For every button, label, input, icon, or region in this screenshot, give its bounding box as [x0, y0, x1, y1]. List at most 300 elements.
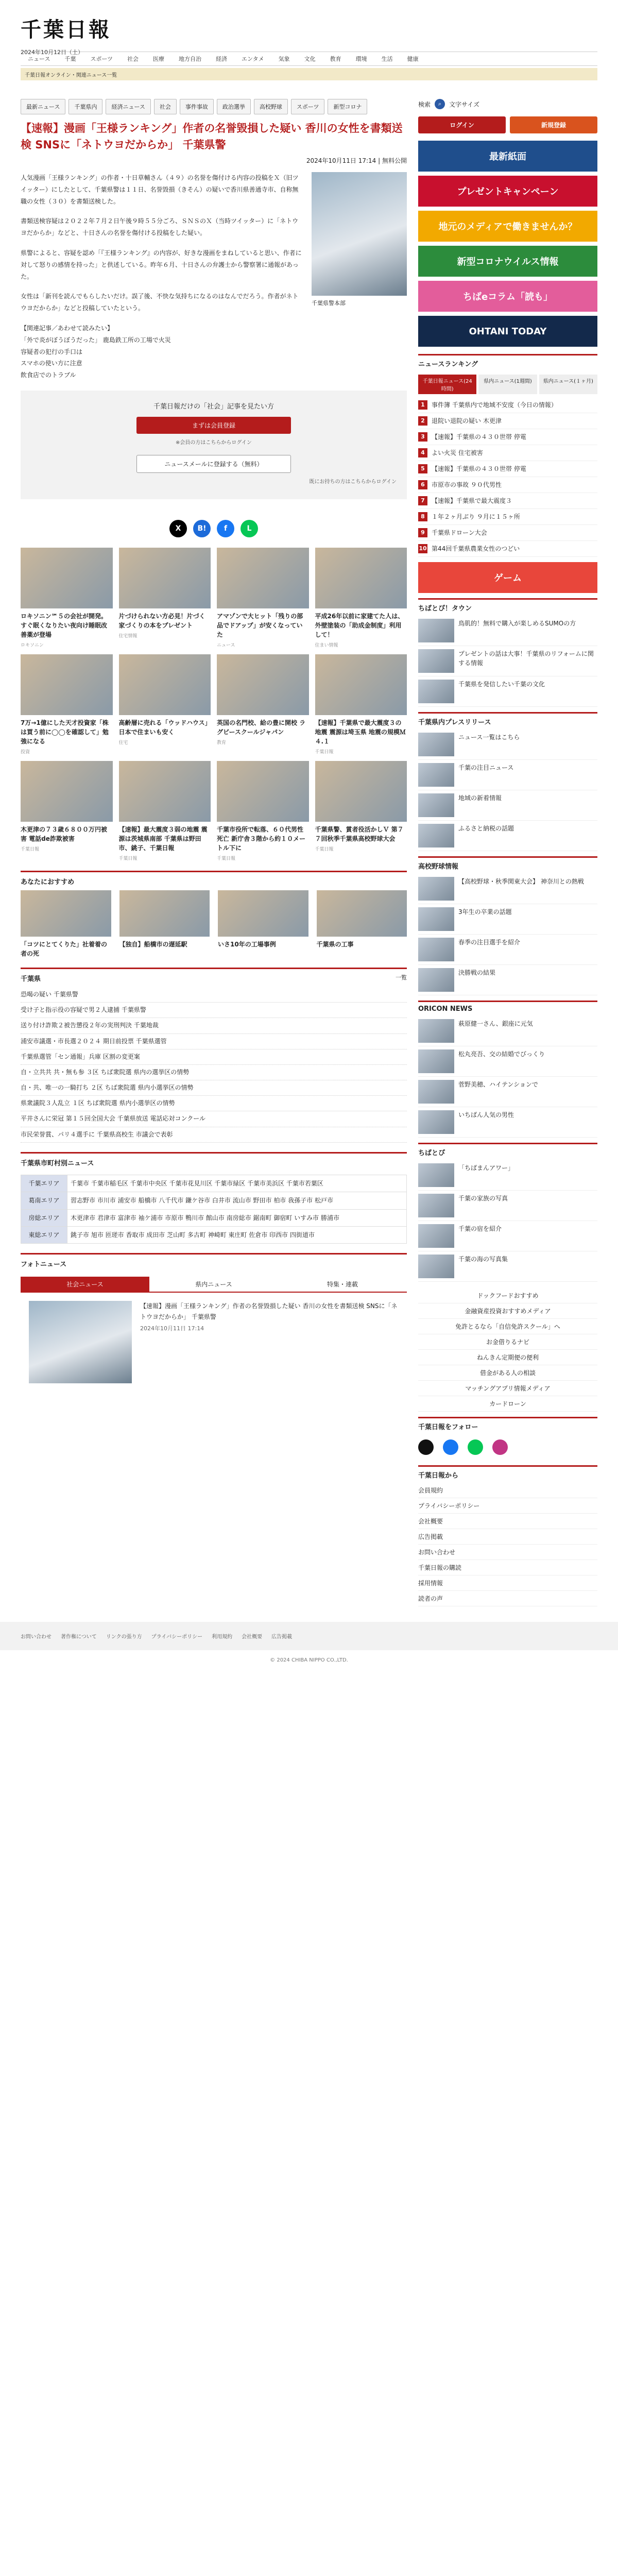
share-buttons — [21, 520, 407, 537]
card-grid — [21, 548, 407, 861]
from-link[interactable]: プライバシーポリシー — [418, 1498, 597, 1514]
recommend-title[interactable]: 【独自】船橋市の遅延駅 — [119, 940, 187, 948]
side-link[interactable]: 借金がある人の相談 — [418, 1365, 597, 1381]
ranking-tabs — [418, 375, 597, 394]
chiba-heading-text: 千葉県 — [21, 975, 41, 983]
press-heading: 千葉県内プレスリリース — [418, 712, 597, 730]
card-source: 住まい情報 — [315, 642, 338, 648]
auth-buttons — [418, 116, 597, 133]
ranking-text[interactable]: 事件簿 千葉県内で地域不安度（今日の情報） — [432, 401, 557, 409]
header-date: 2024年10月12日（土） — [21, 49, 83, 56]
side-item[interactable] — [418, 874, 597, 904]
ranking-number: 6 — [418, 480, 427, 489]
side-item[interactable] — [418, 1221, 597, 1251]
side-item-text[interactable]: 千葉の海の写真集 — [458, 1256, 508, 1263]
article-card[interactable] — [119, 654, 211, 755]
side-item-text[interactable]: 【高校野球・秋季関東大会】 神奈川との熱戦 — [458, 878, 584, 885]
side-item[interactable] — [418, 1107, 597, 1138]
side-thumb[interactable] — [418, 1224, 454, 1248]
side-thumb[interactable] — [418, 938, 454, 961]
recommend-card[interactable] — [21, 890, 111, 958]
side-link[interactable]: お金借りるナビ — [418, 1334, 597, 1350]
article-paragraph: 県警によると、容疑を認め「『王様ランキング』の内容が、好きな漫画をまねしていると思い、作者に対して怒りの感情を持った」と供述している。昨年６月、十日さんの弁護士から警察署に通報があった。 — [21, 249, 302, 280]
ranking-item[interactable] — [418, 429, 597, 445]
article-photo — [312, 172, 407, 381]
side-thumb[interactable] — [418, 680, 454, 703]
footer-link[interactable]: 広告掲載 — [271, 1634, 293, 1640]
card-title[interactable]: ロキソニン℠５の会社が開発。すぐ眠くなりたい夜向け睡眠改善薬が登場 — [21, 612, 108, 638]
related-link[interactable]: 容疑者の犯行の手口は — [21, 348, 83, 355]
nav-item[interactable]: 社会 — [127, 56, 139, 62]
card-source: 千葉日報 — [315, 749, 334, 755]
card-source: 住宅 — [118, 740, 128, 745]
side-item[interactable] — [418, 1016, 597, 1046]
side-thumb[interactable] — [418, 824, 454, 848]
side-banner[interactable]: 地元のメディアで働きませんか？ — [418, 211, 597, 242]
side-item-text[interactable]: ニュース一覧はこちら — [458, 734, 520, 741]
card-image[interactable] — [119, 761, 211, 822]
related-link[interactable]: 「外で炎がぼうぼうだった」 鹿島鉄工所の工場で火災 — [21, 336, 171, 344]
follow-icons — [418, 1434, 597, 1460]
card-source: 千葉日報 — [217, 856, 236, 861]
photo-news-tab[interactable]: 特集・連載 — [278, 1277, 407, 1293]
side-thumb[interactable] — [418, 1163, 454, 1187]
news-item[interactable]: 千葉県選管「セン通報」兵庫 区割の変更案 — [21, 1049, 407, 1065]
side-item[interactable] — [418, 1046, 597, 1077]
copyright: © 2024 CHIBA NIPPO CO.,LTD. — [270, 1657, 348, 1663]
tag-list — [21, 95, 407, 121]
side-item[interactable] — [418, 760, 597, 790]
nav-item[interactable]: 生活 — [381, 56, 393, 62]
side-thumb[interactable] — [418, 877, 454, 901]
paywall — [21, 391, 407, 499]
share-button[interactable]: B! — [193, 520, 211, 537]
side-item[interactable] — [418, 1160, 597, 1191]
town-heading: ちばとぴ！タウン — [418, 598, 597, 616]
ranking-text[interactable]: 千葉県ドローン大会 — [432, 529, 487, 536]
ranking-number: 8 — [418, 512, 427, 521]
article-card[interactable] — [119, 761, 211, 861]
card-title[interactable]: 高齢層に売れる「ウッドハウス」日本で住まいも安く — [118, 719, 208, 736]
side-item-text[interactable]: 鳥肌的！無料で購入が楽しめるSUMOの方 — [458, 620, 576, 627]
from-link[interactable]: 広告掲載 — [418, 1529, 597, 1545]
sidebar — [418, 95, 597, 1606]
nav-item[interactable]: エンタメ — [242, 56, 264, 62]
tag-chip[interactable]: 高校野球 — [254, 99, 288, 114]
side-link[interactable]: 金融資産投資おすすめメディア — [418, 1303, 597, 1319]
ranking-number: 2 — [418, 416, 427, 426]
side-thumb[interactable] — [418, 968, 454, 992]
card-source: 千葉日報 — [315, 846, 334, 852]
trend-bar — [21, 80, 597, 92]
sidebar-search-label[interactable]: 検索 — [418, 100, 431, 108]
ranking-item[interactable] — [418, 461, 597, 477]
area-cities[interactable]: 千葉市 千葉市稲毛区 千葉市中央区 千葉市花見川区 千葉市緑区 千葉市美浜区 千葉市若葉区 — [67, 1175, 407, 1192]
side-item-text[interactable]: 千葉県を発信したい千葉の文化 — [458, 681, 545, 688]
recommend-card[interactable] — [218, 890, 308, 958]
nav-item[interactable]: 環境 — [355, 56, 367, 62]
card-title[interactable]: 英国の名門校、給の豊に開校 ラグビースクールジャパン — [217, 719, 306, 736]
article-card[interactable] — [21, 548, 113, 648]
side-item-text[interactable]: いちばん人気の男性 — [458, 1111, 514, 1118]
side-thumb[interactable] — [418, 793, 454, 817]
card-source: ロキソニン — [21, 642, 44, 648]
article-image[interactable] — [312, 172, 407, 296]
ranking-item[interactable] — [418, 397, 597, 413]
tag-chip[interactable]: 政治選挙 — [217, 99, 251, 114]
side-item-text[interactable]: 千葉の宿を紹介 — [458, 1225, 502, 1232]
side-item-text[interactable]: ふるさと納税の話題 — [458, 825, 514, 832]
ranking-item[interactable] — [418, 509, 597, 525]
news-item[interactable]: 県衆議院３人乱立 １区 ちば衆院選 県内小選挙区の情勢 — [21, 1096, 407, 1111]
chiba-more-link[interactable]: 一覧 — [396, 974, 407, 981]
main-column — [21, 95, 407, 1606]
areas-heading: 千葉県市町村別ニュース — [21, 1152, 407, 1172]
nav-item[interactable]: 文化 — [304, 56, 316, 62]
side-link[interactable]: ねんきん定期便の便利 — [418, 1350, 597, 1365]
photo-news-item[interactable] — [21, 1293, 407, 1392]
tag-chip[interactable]: 事件事故 — [180, 99, 214, 114]
photo-news-tab[interactable]: 社会ニュース — [21, 1277, 149, 1293]
card-source: 投資 — [21, 749, 30, 755]
side-item[interactable] — [418, 616, 597, 646]
ranking-text[interactable]: 【速報】千葉県の４３０世帯 停電 — [432, 433, 526, 440]
ranking-text[interactable]: 【速報】千葉県の４３０世帯 停電 — [432, 465, 526, 472]
site-logo[interactable]: 千葉日報 — [21, 18, 111, 42]
article-card[interactable] — [21, 654, 113, 755]
ranking-item[interactable] — [418, 493, 597, 509]
town-list — [418, 616, 597, 707]
side-item[interactable] — [418, 646, 597, 676]
area-table — [21, 1175, 407, 1244]
tag-chip[interactable]: スポーツ — [291, 99, 325, 114]
newsletter-button[interactable]: ニュースメールに登録する（無料） — [136, 455, 291, 473]
card-image[interactable] — [119, 654, 211, 715]
side-item[interactable] — [418, 730, 597, 760]
photo-news-heading: フォトニュース — [21, 1253, 407, 1273]
recommend-title[interactable]: 「コツにとてくりた」社着着の者の死 — [21, 940, 108, 957]
footer-link[interactable]: リンクの張り方 — [106, 1634, 142, 1640]
global-nav — [21, 52, 597, 66]
recommend-title[interactable]: いさ10年の工場事例 — [218, 940, 276, 948]
side-item-text[interactable]: 松丸亮吾、交の結婚でびっくり — [458, 1050, 545, 1058]
photo-news-image[interactable] — [29, 1301, 132, 1383]
article-paragraph: 女性は「新刊を読んでもらしたいだけ。誤了後、不快な気持ちになるのはなんでだろう。作者がネトウヨだからか」などと投稿していたという。 — [21, 293, 299, 312]
ranking-number: 4 — [418, 448, 427, 457]
side-item-text[interactable]: 春季の注目選手を紹介 — [458, 939, 521, 946]
side-item[interactable] — [418, 790, 597, 821]
card-image[interactable] — [315, 654, 407, 715]
side-links — [418, 1288, 597, 1412]
share-button[interactable]: L — [241, 520, 258, 537]
footer-link[interactable]: 利用規約 — [212, 1634, 233, 1640]
related-link[interactable]: スマホの使い方に注意 — [21, 360, 82, 367]
recommend-title[interactable]: 千葉県の工事 — [316, 940, 354, 948]
side-item-text[interactable]: 千葉の家族の写真 — [458, 1195, 508, 1202]
from-list — [418, 1483, 597, 1606]
nav-item[interactable]: 経済 — [216, 56, 228, 62]
side-item[interactable] — [418, 904, 597, 935]
recommend-image[interactable] — [317, 890, 407, 937]
side-item[interactable] — [418, 935, 597, 965]
ranking-number: 3 — [418, 432, 427, 442]
sidebar-textsize-label: 文字サイズ — [449, 100, 480, 108]
ranking-number: 1 — [418, 400, 427, 410]
area-name: 房総エリア — [21, 1209, 67, 1226]
side-item[interactable] — [418, 821, 597, 851]
ranking-text[interactable]: よい火災 住宅被害 — [432, 449, 483, 456]
photo-news-tab[interactable]: 県内ニュース — [149, 1277, 278, 1293]
recommend-card[interactable] — [317, 890, 407, 958]
side-link[interactable]: 免許とるなら「自信免許スクール」へ — [418, 1319, 597, 1334]
paywall-note[interactable]: ※会員の方はこちらからログイン — [176, 439, 252, 446]
game-banner[interactable]: ゲーム — [418, 562, 597, 593]
tag-chip[interactable]: 新型コロナ — [328, 99, 367, 114]
ranking-item[interactable] — [418, 541, 597, 557]
tag-chip[interactable]: 千葉県内 — [68, 99, 102, 114]
side-thumb[interactable] — [418, 1110, 454, 1134]
recommend-list — [21, 890, 407, 958]
recommend-card[interactable] — [119, 890, 210, 958]
side-thumb[interactable] — [418, 1255, 454, 1278]
side-item[interactable] — [418, 965, 597, 995]
card-title[interactable]: 千葉市役所で転落、６０代男性死亡 新庁舎３階から約１０メートル下に — [217, 825, 306, 852]
side-banner[interactable]: プレゼントキャンペーン — [418, 176, 597, 207]
card-title[interactable]: アマゾンで大ヒット「残りの部品でドアップ」が安くなっていた — [217, 612, 303, 638]
login-button[interactable]: ログイン — [418, 116, 506, 133]
ranking-item[interactable] — [418, 445, 597, 461]
side-item[interactable] — [418, 1251, 597, 1282]
article-meta: 2024年10月11日 17:14 | 無料公開 — [306, 157, 407, 164]
chibatopi-heading: ちばとぴ — [418, 1143, 597, 1160]
card-image[interactable] — [315, 548, 407, 608]
card-source: ニュース — [217, 642, 235, 648]
side-link[interactable]: マッチングアプリ情報メディア — [418, 1381, 597, 1396]
chibatopi-list — [418, 1160, 597, 1282]
card-title[interactable]: 千葉県警、賞者役活かしＶ 第７７回秋季千葉県高校野球大会 — [315, 825, 404, 842]
card-source: 千葉日報 — [21, 846, 40, 852]
side-banner[interactable]: ちばeコラム「読も」 — [418, 281, 597, 312]
card-image[interactable] — [21, 548, 113, 608]
article-card[interactable] — [315, 548, 407, 648]
side-thumb[interactable] — [418, 1019, 454, 1043]
recommend-image[interactable] — [119, 890, 210, 937]
card-title[interactable]: 片づけられない方必見！片づく家づくりの本をプレゼント — [118, 612, 205, 629]
photo-caption: 千葉県警本部 — [312, 300, 346, 307]
share-button[interactable]: X — [169, 520, 187, 537]
facebook-icon[interactable] — [443, 1439, 458, 1455]
register-button[interactable]: まずは会員登録 — [136, 417, 291, 434]
ranking-tab[interactable]: 県内ニュース(1週間) — [478, 375, 537, 394]
chiba-news-list — [21, 987, 407, 1143]
photo-news-title[interactable]: 【速報】漫画「王様ランキング」作者の名誉毀損した疑い 香川の女性を書類送検 SNSに「ネトウヨだからか」 千葉県警 — [140, 1302, 398, 1320]
ranking-item[interactable] — [418, 525, 597, 541]
footer-link[interactable]: 会社概要 — [242, 1634, 263, 1640]
article-card[interactable] — [217, 654, 309, 755]
from-link[interactable]: 読者の声 — [418, 1591, 597, 1606]
nav-item[interactable]: 千葉 — [64, 56, 76, 62]
side-item-text[interactable]: 菅野美穂、ハイテンションで — [458, 1081, 538, 1088]
news-item[interactable]: 市民栄誉賞、パリ４選手に 千葉県高校生 市議会で表彰 — [21, 1127, 407, 1143]
side-item[interactable] — [418, 1191, 597, 1221]
card-title[interactable]: 【速報】千葉県で最大震度３の地震 震源は埼玉県 地震の規模Ｍ４.１ — [315, 719, 406, 745]
related-link[interactable]: 飲食店でのトラブル — [21, 371, 76, 379]
area-cities[interactable]: 習志野市 市川市 浦安市 船橋市 八千代市 鎌ケ谷市 白井市 流山市 野田市 柏市 我孫子市 松戸市 — [67, 1192, 407, 1209]
area-row — [21, 1227, 407, 1244]
card-title[interactable]: 木更津の７３歳６８００万円被害 電話de詐欺被害 — [21, 825, 108, 842]
follow-heading: 千葉日報をフォロー — [418, 1417, 597, 1434]
article-paragraph: 書類送検容疑は２０２２年７月２日午後９時５５分ごろ、ＳＮＳのＸ（当時ツイッター）に「ネトウヨだからか」などと、十日さんの名誉を傷付ける投稿をした疑い。 — [21, 217, 299, 237]
side-item-text[interactable]: 萩原健一さん、銀座に元気 — [458, 1020, 533, 1027]
tag-chip[interactable]: 経済ニュース — [106, 99, 150, 114]
ranking-number: 7 — [418, 496, 427, 505]
news-item[interactable]: 受け子と指示役の容疑で男２人逮捕 千葉県警 — [21, 1003, 407, 1018]
area-row — [21, 1192, 407, 1209]
line-icon[interactable] — [468, 1439, 483, 1455]
side-item-text[interactable]: 地域の新着情報 — [458, 794, 502, 802]
article-title: 【速報】漫画「王様ランキング」作者の名誉毀損した疑い 香川の女性を書類送検 SNSに「ネトウヨだからか」 千葉県警 — [21, 122, 403, 151]
article-card[interactable] — [217, 761, 309, 861]
side-thumb[interactable] — [418, 619, 454, 642]
side-banner[interactable]: OHTANI TODAY — [418, 316, 597, 347]
article-card[interactable] — [119, 548, 211, 648]
side-thumb[interactable] — [418, 907, 454, 931]
from-link[interactable]: お問い合わせ — [418, 1545, 597, 1560]
search-icon[interactable]: ⌕ — [435, 99, 445, 109]
tag-chip[interactable]: 社会 — [154, 99, 177, 114]
card-source: 住宅情報 — [118, 633, 138, 639]
nav-item[interactable]: 健康 — [407, 56, 419, 62]
side-thumb[interactable] — [418, 649, 454, 673]
side-ads — [418, 141, 597, 347]
nav-item[interactable]: 教育 — [330, 56, 341, 62]
recommend-image[interactable] — [21, 890, 111, 937]
press-list — [418, 730, 597, 851]
side-thumb[interactable] — [418, 1080, 454, 1104]
news-item[interactable]: 平井さんに栄冠 第１５回全国大会 千葉県放送 電話応対コンクール — [21, 1111, 407, 1127]
card-title[interactable]: 7万→1億にした天才投資家「株は買う前に◯◯を確認して」勉強になる — [21, 719, 109, 745]
news-item[interactable]: 浦安市議選・市長選２０２４ 期日前投票 千葉県選管 — [21, 1034, 407, 1049]
card-image[interactable] — [315, 761, 407, 822]
card-image[interactable] — [21, 654, 113, 715]
article-body — [21, 172, 302, 381]
ranking-number: 9 — [418, 528, 427, 537]
nav-item[interactable]: 気象 — [278, 56, 290, 62]
instagram-icon[interactable] — [492, 1439, 508, 1455]
card-title[interactable]: 【速報】最大震度３弱の地震 震源は茨城県南部 千葉県は野田市、銚子、千葉日報 — [118, 825, 208, 852]
side-thumb[interactable] — [418, 733, 454, 756]
x-icon[interactable] — [418, 1439, 434, 1455]
card-title[interactable]: 平成26年以前に家建てた人は、外壁塗装の「助成金制度」利用して！ — [315, 612, 404, 638]
side-item[interactable] — [418, 676, 597, 707]
card-source: 教育 — [217, 740, 227, 745]
ranking-tab[interactable]: 県内ニュース(１ヶ月) — [539, 375, 597, 394]
card-image[interactable] — [217, 654, 309, 715]
from-link[interactable]: 会社概要 — [418, 1514, 597, 1529]
ranking-text[interactable]: 市原市の事故 ９０代男性 — [432, 481, 502, 488]
ranking-text[interactable]: １年２ヶ月ぶり ９月に１５ヶ所 — [432, 513, 520, 520]
related-heading: 【関連記事／あわせて読みたい】 — [21, 324, 114, 332]
side-item[interactable] — [418, 1077, 597, 1107]
from-link[interactable]: 千葉日報の購読 — [418, 1560, 597, 1575]
side-link[interactable]: ドックフードおすすめ — [418, 1288, 597, 1303]
article-card[interactable] — [21, 761, 113, 861]
article-card[interactable] — [315, 654, 407, 755]
card-image[interactable] — [217, 548, 309, 608]
paywall-title: 千葉日報だけの「社会」記事を見たい方 — [153, 402, 274, 411]
side-link[interactable]: カードローン — [418, 1396, 597, 1412]
news-item[interactable]: 恐喝の疑い 千葉県警 — [21, 987, 407, 1003]
hs-list — [418, 874, 597, 995]
side-item-text[interactable]: 「ちばまんアワー」 — [458, 1164, 514, 1172]
side-banner[interactable]: 最新紙面 — [418, 141, 597, 172]
area-cities[interactable]: 木更津市 君津市 富津市 袖ケ浦市 市原市 鴨川市 館山市 南房総市 鋸南町 御宿町 いすみ市 勝浦市 — [67, 1209, 407, 1226]
ranking-item[interactable] — [418, 477, 597, 493]
footer-link[interactable]: お問い合わせ — [21, 1634, 52, 1640]
footer-link[interactable]: 著作権について — [61, 1634, 97, 1640]
recommend-image[interactable] — [218, 890, 308, 937]
news-item[interactable]: 送り付け詐欺２被告懲役２年の実刑判決 千葉地裁 — [21, 1018, 407, 1033]
side-thumb[interactable] — [418, 1049, 454, 1073]
article-card[interactable] — [315, 761, 407, 861]
from-link[interactable]: 会員規約 — [418, 1483, 597, 1498]
nav-item[interactable]: スポーツ — [90, 56, 113, 62]
ranking-text[interactable]: 退院い退院の疑い 木更津 — [432, 417, 502, 425]
nav-item[interactable]: 医療 — [153, 56, 165, 62]
side-thumb[interactable] — [418, 1194, 454, 1217]
article-card[interactable] — [217, 548, 309, 648]
register-side-button[interactable]: 新規登録 — [510, 116, 597, 133]
share-button[interactable]: f — [217, 520, 234, 537]
side-item-text[interactable]: 3年生の卒業の話題 — [458, 908, 512, 916]
card-image[interactable] — [119, 548, 211, 608]
area-name: 葛南エリア — [21, 1192, 67, 1209]
side-thumb[interactable] — [418, 763, 454, 787]
notice-bar — [21, 68, 597, 80]
side-banner[interactable]: 新型コロナウイルス情報 — [418, 246, 597, 277]
news-item[interactable]: 自・共、唯一の一騎打ち ２区 ちば衆院選 県内小選挙区の情勢 — [21, 1080, 407, 1096]
news-item[interactable]: 自・立共共 共・無も参 ３区 ちば衆院選 県内の選挙区の情勢 — [21, 1065, 407, 1080]
side-item-text[interactable]: 千葉の注目ニュース — [458, 764, 514, 771]
oricon-list — [418, 1016, 597, 1138]
photo-news-tabs — [21, 1277, 407, 1293]
ranking-tab[interactable]: 千葉日報ニュース(24時間) — [418, 375, 476, 394]
nav-item[interactable]: ニュース — [28, 56, 50, 62]
photo-news-date: 2024年10月11日 17:14 — [140, 1325, 204, 1332]
card-image[interactable] — [21, 761, 113, 822]
article-paragraph: 人気漫画「王様ランキング」の作者・十日草輔さん（４９）の名誉を傷付ける内容の投稿をＸ（旧ツイッター）にしたとして、千葉県警は１１日、名誉毀損（きそん）の疑いで香川県善通寺市、自称無職の女性（３０）を書類送検した。 — [21, 174, 299, 205]
area-name: 東総エリア — [21, 1227, 67, 1244]
ranking-text[interactable]: 【速報】千葉県で最大震度３ — [432, 497, 512, 504]
tag-chip[interactable]: 最新ニュース — [21, 99, 65, 114]
related-links — [21, 334, 302, 381]
side-item-text[interactable]: プレゼントの話は大事！千葉県のリフォームに関する情報 — [458, 650, 594, 667]
footer-link[interactable]: プライバシーポリシー — [151, 1634, 203, 1640]
sidebar-tools — [418, 99, 597, 109]
ranking-text[interactable]: 第44回千葉県農業女性のつどい — [432, 545, 520, 552]
from-link[interactable]: 採用情報 — [418, 1575, 597, 1591]
from-heading: 千葉日報から — [418, 1465, 597, 1483]
paywall-login-note[interactable]: 既にお持ちの方はこちらからログイン — [309, 479, 397, 485]
card-image[interactable] — [217, 761, 309, 822]
ranking-list — [418, 397, 597, 557]
ranking-item[interactable] — [418, 413, 597, 429]
nav-item[interactable]: 地方自治 — [179, 56, 202, 62]
card-source: 千葉日報 — [118, 856, 138, 861]
side-item-text[interactable]: 決勝戦の結果 — [458, 969, 496, 976]
area-cities[interactable]: 銚子市 旭市 匝瑳市 香取市 成田市 芝山町 多古町 神崎町 東庄町 佐倉市 印西市 四街道市 — [67, 1227, 407, 1244]
notice-text[interactable]: 千葉日報オンライン・関連ニュース一覧 — [25, 72, 117, 78]
